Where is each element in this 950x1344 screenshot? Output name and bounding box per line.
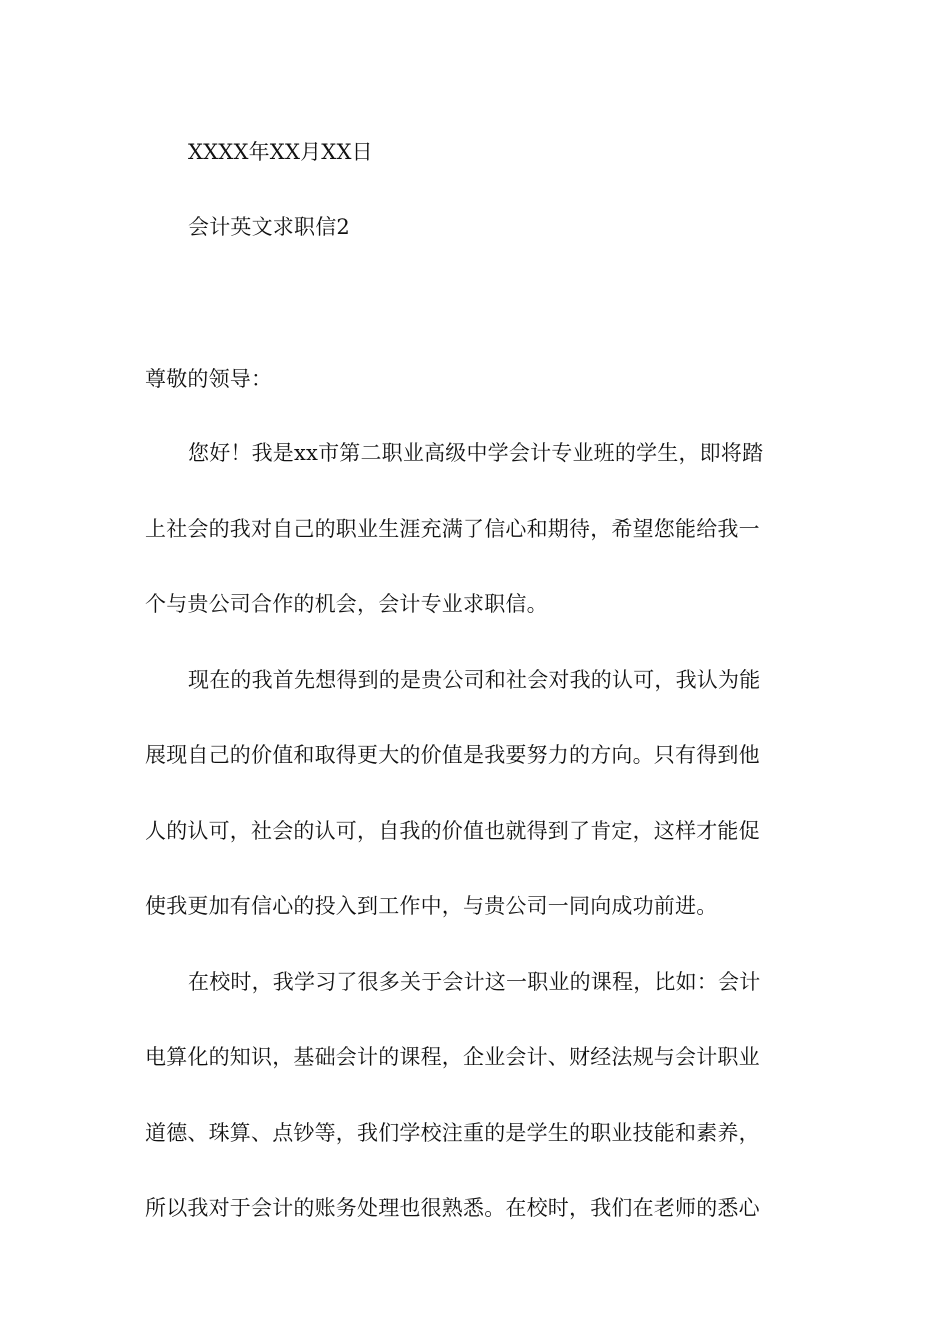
body-line-1: 您好！我是xx市第二职业高级中学会计专业班的学生，即将踏 [188,441,764,465]
body-line-3: 个与贵公司合作的机会，会计专业求职信。 [145,592,548,616]
body-line-9: 电算化的知识，基础会计的课程，企业会计、财经法规与会计职业 [145,1045,760,1069]
letter-heading: 会计英文求职信2 [188,215,350,239]
body-line-8: 在校时，我学习了很多关于会计这一职业的课程，比如：会计 [188,970,761,994]
body-line-11: 所以我对于会计的账务处理也很熟悉。在校时，我们在老师的悉心 [145,1196,760,1220]
body-line-5: 展现自己的价值和取得更大的价值是我要努力的方向。只有得到他 [145,743,760,767]
letter-salutation: 尊敬的领导： [145,367,273,391]
body-line-7: 使我更加有信心的投入到工作中，与贵公司一同向成功前进。 [145,894,718,918]
body-line-2: 上社会的我对自己的职业生涯充满了信心和期待，希望您能给我一 [145,517,760,541]
letter-date: XXXX年XX月XX日 [188,140,373,164]
body-line-6: 人的认可，社会的认可，自我的价值也就得到了肯定，这样才能促 [145,819,760,843]
body-line-10: 道德、珠算、点钞等，我们学校注重的是学生的职业技能和素养， [145,1121,760,1145]
body-line-4: 现在的我首先想得到的是贵公司和社会对我的认可，我认为能 [188,668,761,692]
